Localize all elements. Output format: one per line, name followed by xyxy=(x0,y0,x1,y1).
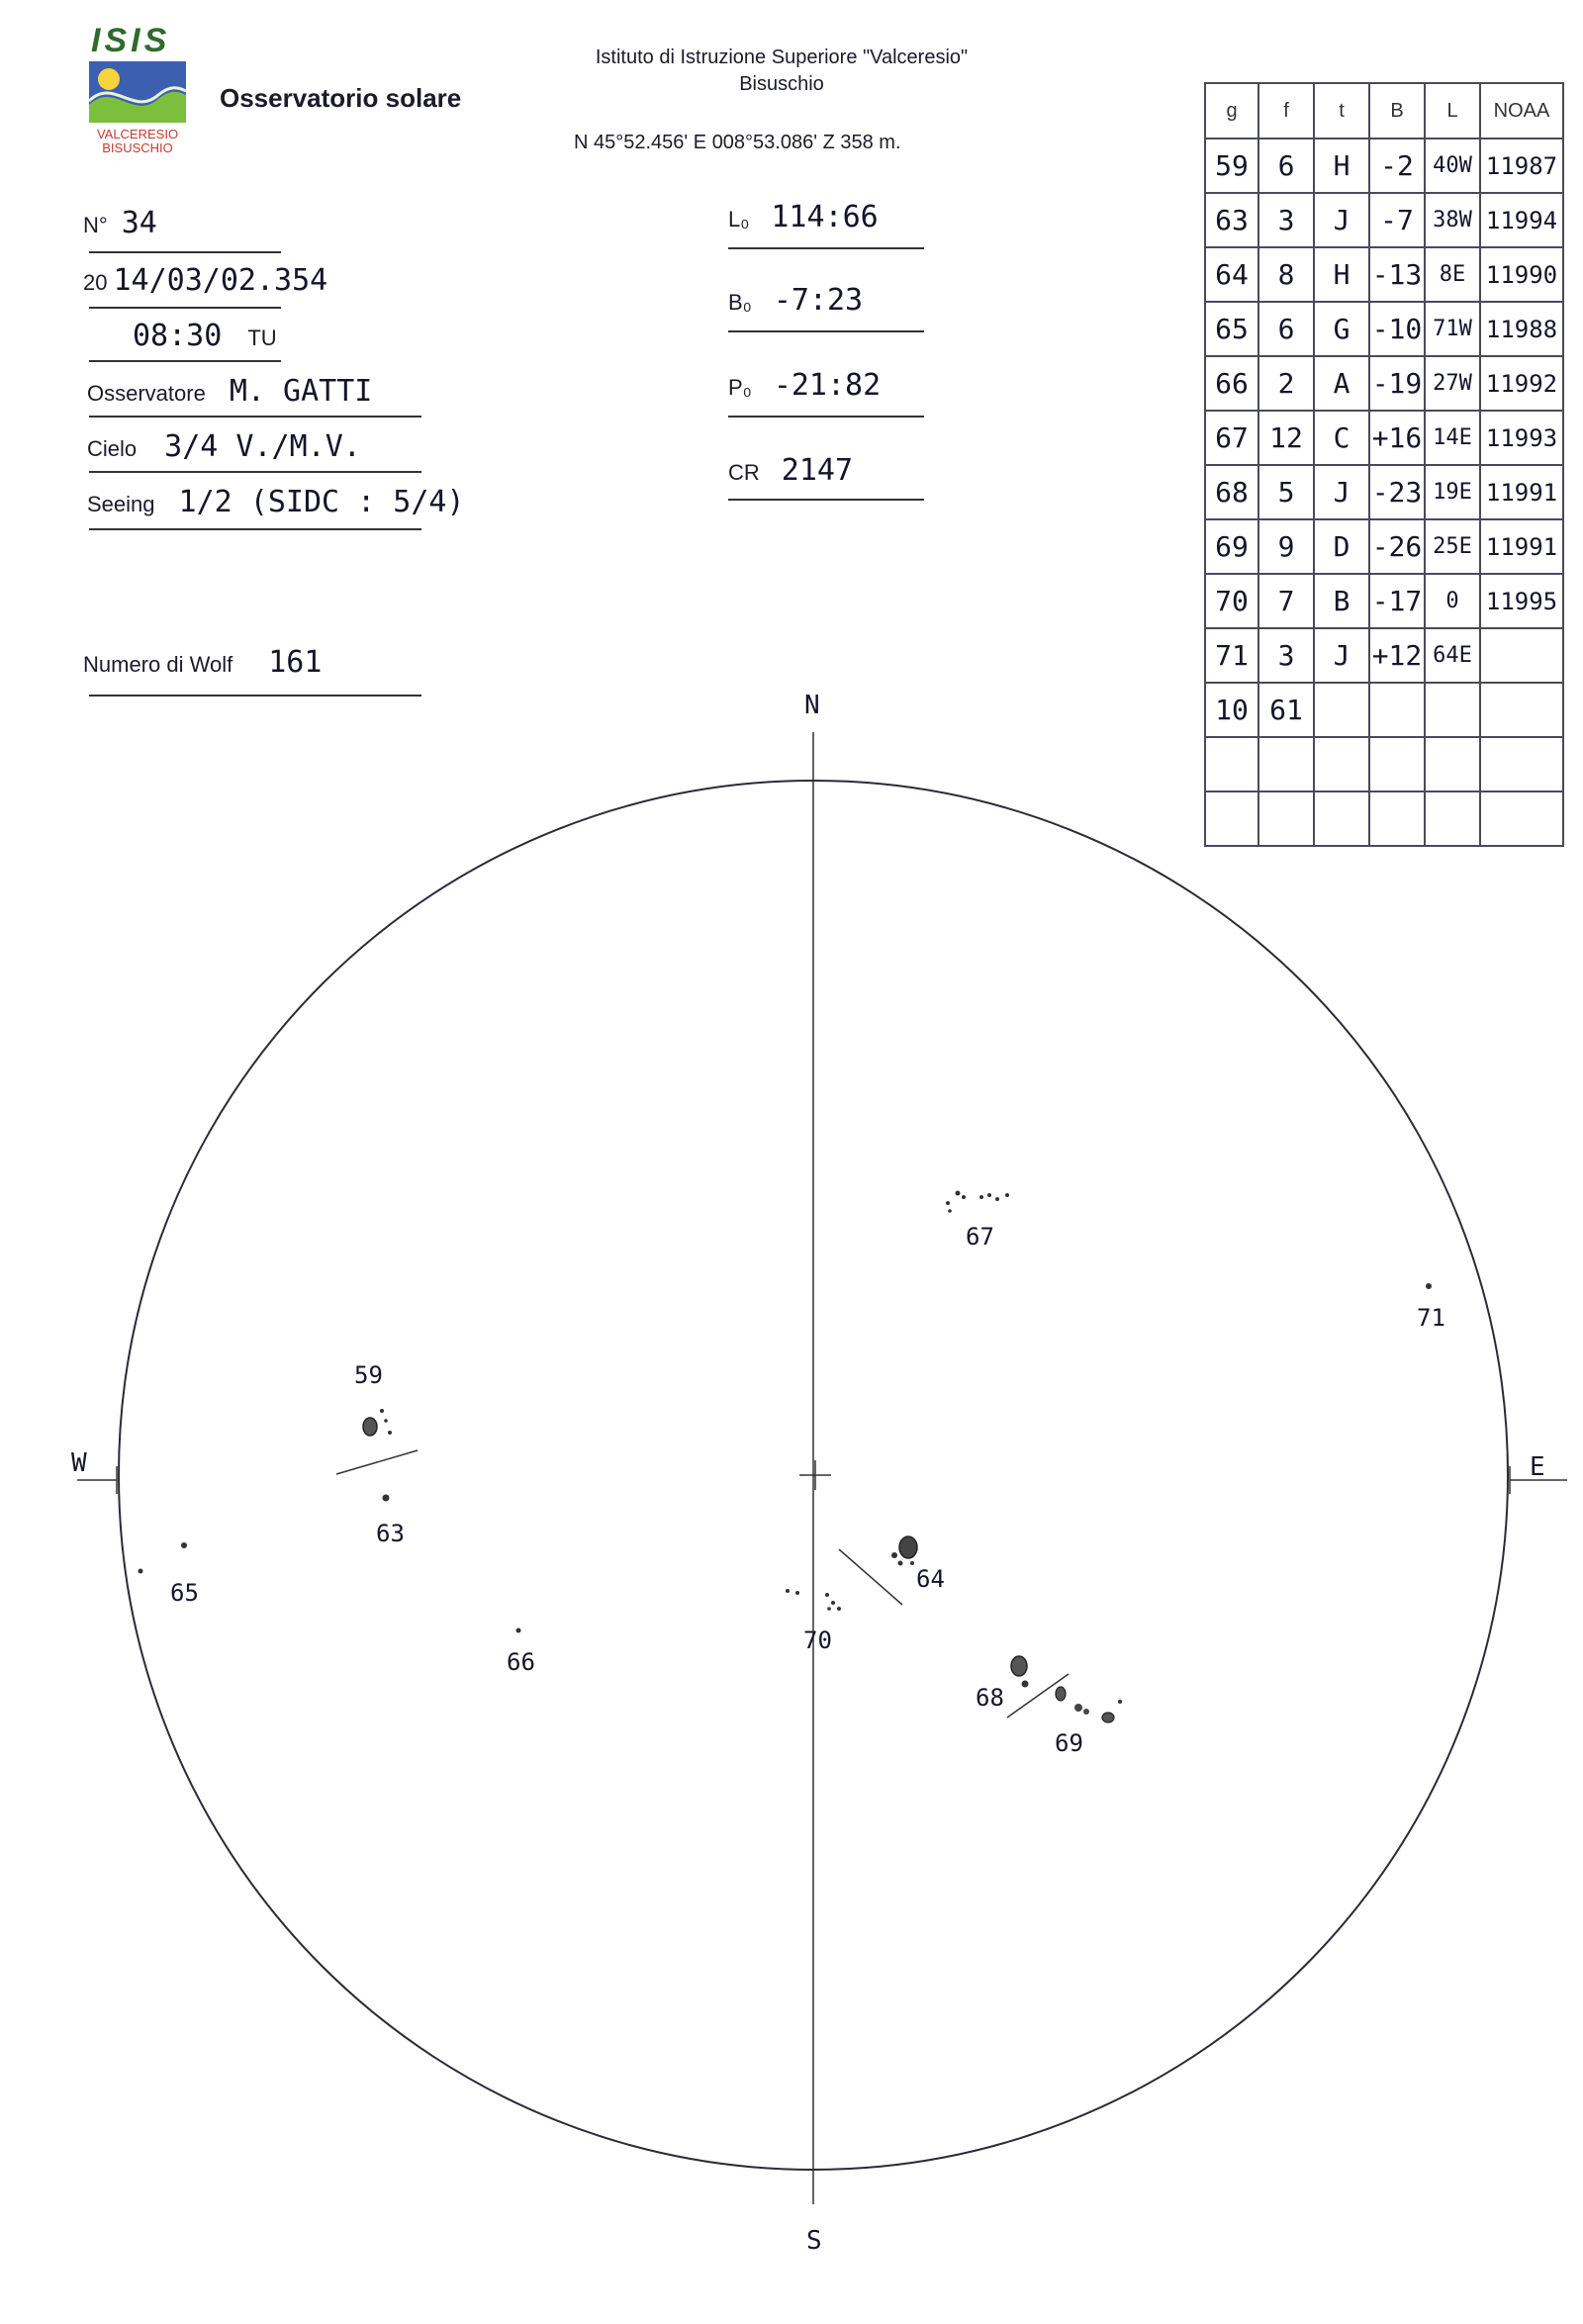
seeing-value: 1/2 (SIDC : 5/4) xyxy=(178,485,465,519)
group-label-65: 65 xyxy=(170,1579,199,1607)
wolf-value: 161 xyxy=(268,645,323,680)
compass-east: E xyxy=(1530,1452,1545,1482)
p0-value: -21:82 xyxy=(773,368,882,403)
sky-label: Cielo xyxy=(87,436,138,461)
table-cell: 11993 xyxy=(1480,411,1563,465)
table-cell: -2 xyxy=(1369,139,1425,193)
table-cell: 40W xyxy=(1425,139,1480,193)
table-cell: 11992 xyxy=(1480,356,1563,411)
table-cell: 8 xyxy=(1258,247,1314,302)
column-header: L xyxy=(1425,83,1480,139)
table-cell: 11994 xyxy=(1480,193,1563,247)
sunspot-group-69 xyxy=(1056,1687,1122,1722)
table-cell: D xyxy=(1314,519,1369,574)
table-cell: 0 xyxy=(1425,574,1480,628)
table-cell: 67 xyxy=(1205,411,1258,465)
group-label-68: 68 xyxy=(976,1684,1004,1712)
table-cell: -17 xyxy=(1369,574,1425,628)
table-cell: +12 xyxy=(1369,628,1425,683)
group-label-66: 66 xyxy=(507,1648,535,1676)
group-label-63: 63 xyxy=(376,1520,405,1547)
sunspot-group-71 xyxy=(1426,1283,1432,1289)
wolf-label: Numero di Wolf xyxy=(83,652,233,677)
group-separator xyxy=(336,1450,418,1474)
table-cell: H xyxy=(1314,247,1369,302)
compass-west: W xyxy=(71,1448,87,1478)
table-cell: H xyxy=(1314,139,1369,193)
logo-caption: VALCERESIO xyxy=(96,127,179,141)
table-cell: 11988 xyxy=(1480,302,1563,356)
table-cell: 6 xyxy=(1258,302,1314,356)
table-cell: 3 xyxy=(1258,193,1314,247)
site-coordinates: N 45°52.456' E 008°53.086' Z 358 m. xyxy=(574,132,901,153)
column-header: B xyxy=(1369,83,1425,139)
table-cell: A xyxy=(1314,356,1369,411)
l0-label: L₀ xyxy=(728,207,750,232)
seeing-label: Seeing xyxy=(87,492,155,516)
column-header: g xyxy=(1205,83,1258,139)
table-cell: 11991 xyxy=(1480,519,1563,574)
group-label-69: 69 xyxy=(1055,1729,1083,1757)
table-cell: 64E xyxy=(1425,628,1480,683)
table-cell: J xyxy=(1314,465,1369,519)
group-label-67: 67 xyxy=(966,1223,994,1251)
compass-north: N xyxy=(804,691,820,720)
table-cell: 63 xyxy=(1205,193,1258,247)
column-header: f xyxy=(1258,83,1314,139)
table-cell: 59 xyxy=(1205,139,1258,193)
b0-label: B₀ xyxy=(728,290,752,315)
table-cell: 10 xyxy=(1205,683,1258,737)
table-cell: 11990 xyxy=(1480,247,1563,302)
table-cell: B xyxy=(1314,574,1369,628)
table-cell: -23 xyxy=(1369,465,1425,519)
table-cell: 6 xyxy=(1258,139,1314,193)
observer-label: Osservatore xyxy=(87,381,206,406)
table-cell: 66 xyxy=(1205,356,1258,411)
table-cell: 38W xyxy=(1425,193,1480,247)
sunspot-group-64 xyxy=(891,1536,917,1566)
compass-south: S xyxy=(806,2226,822,2256)
table-cell: J xyxy=(1314,193,1369,247)
table-cell: -7 xyxy=(1369,193,1425,247)
sky-value: 3/4 V./M.V. xyxy=(164,429,361,464)
table-cell: -19 xyxy=(1369,356,1425,411)
time-value: 08:30 xyxy=(133,319,223,353)
sunspot-group-63 xyxy=(383,1495,390,1502)
number-value: 34 xyxy=(121,206,157,240)
table-cell: 7 xyxy=(1258,574,1314,628)
institute-town: Bisuschio xyxy=(739,73,824,95)
institute-name: Istituto di Istruzione Superiore "Valceresio" xyxy=(595,46,969,68)
observatory-title: Osservatorio solare xyxy=(220,83,462,113)
cr-value: 2147 xyxy=(781,453,854,488)
table-cell: 64 xyxy=(1205,247,1258,302)
table-cell: G xyxy=(1314,302,1369,356)
table-cell: J xyxy=(1314,628,1369,683)
table-cell: 11995 xyxy=(1480,574,1563,628)
group-label-59: 59 xyxy=(354,1361,383,1389)
sunspot-group-66 xyxy=(516,1628,521,1633)
group-label-70: 70 xyxy=(803,1627,832,1654)
table-cell: 5 xyxy=(1258,465,1314,519)
table-cell: 11987 xyxy=(1480,139,1563,193)
table-cell: 11991 xyxy=(1480,465,1563,519)
logo-caption: BISUSCHIO xyxy=(102,140,173,155)
table-cell: 3 xyxy=(1258,628,1314,683)
table-cell: C xyxy=(1314,411,1369,465)
table-cell: 25E xyxy=(1425,519,1480,574)
logo-text: ISIS xyxy=(91,22,171,59)
sunspot-group-68 xyxy=(1011,1656,1029,1688)
l0-value: 114:66 xyxy=(771,200,879,234)
table-cell: -10 xyxy=(1369,302,1425,356)
table-cell: 71 xyxy=(1205,628,1258,683)
table-cell: 69 xyxy=(1205,519,1258,574)
table-cell: -13 xyxy=(1369,247,1425,302)
table-cell: +16 xyxy=(1369,411,1425,465)
table-cell: 27W xyxy=(1425,356,1480,411)
table-cell: 9 xyxy=(1258,519,1314,574)
table-cell: 68 xyxy=(1205,465,1258,519)
table-cell: 8E xyxy=(1425,247,1480,302)
sunspot-group-65 xyxy=(139,1542,188,1574)
table-cell: 19E xyxy=(1425,465,1480,519)
sunspot-group-67 xyxy=(946,1191,1009,1213)
date-value: 14/03/02.354 xyxy=(113,263,328,298)
time-suffix: TU xyxy=(247,325,277,350)
table-cell: 12 xyxy=(1258,411,1314,465)
table-cell: 70 xyxy=(1205,574,1258,628)
table-cell: 14E xyxy=(1425,411,1480,465)
table-cell: 61 xyxy=(1258,683,1314,737)
date-prefix: 20 xyxy=(83,270,108,295)
group-label-64: 64 xyxy=(916,1565,945,1593)
column-header: t xyxy=(1314,83,1369,139)
p0-label: P₀ xyxy=(728,375,752,400)
group-label-71: 71 xyxy=(1417,1304,1445,1332)
observer-value: M. GATTI xyxy=(229,374,373,409)
table-cell: 65 xyxy=(1205,302,1258,356)
cr-label: CR xyxy=(728,460,760,485)
sunspot-group-59 xyxy=(363,1409,392,1436)
table-cell: 71W xyxy=(1425,302,1480,356)
b0-value: -7:23 xyxy=(773,283,864,318)
number-label: N° xyxy=(83,213,108,237)
table-cell: 2 xyxy=(1258,356,1314,411)
table-cell: -26 xyxy=(1369,519,1425,574)
column-header: NOAA xyxy=(1480,83,1563,139)
